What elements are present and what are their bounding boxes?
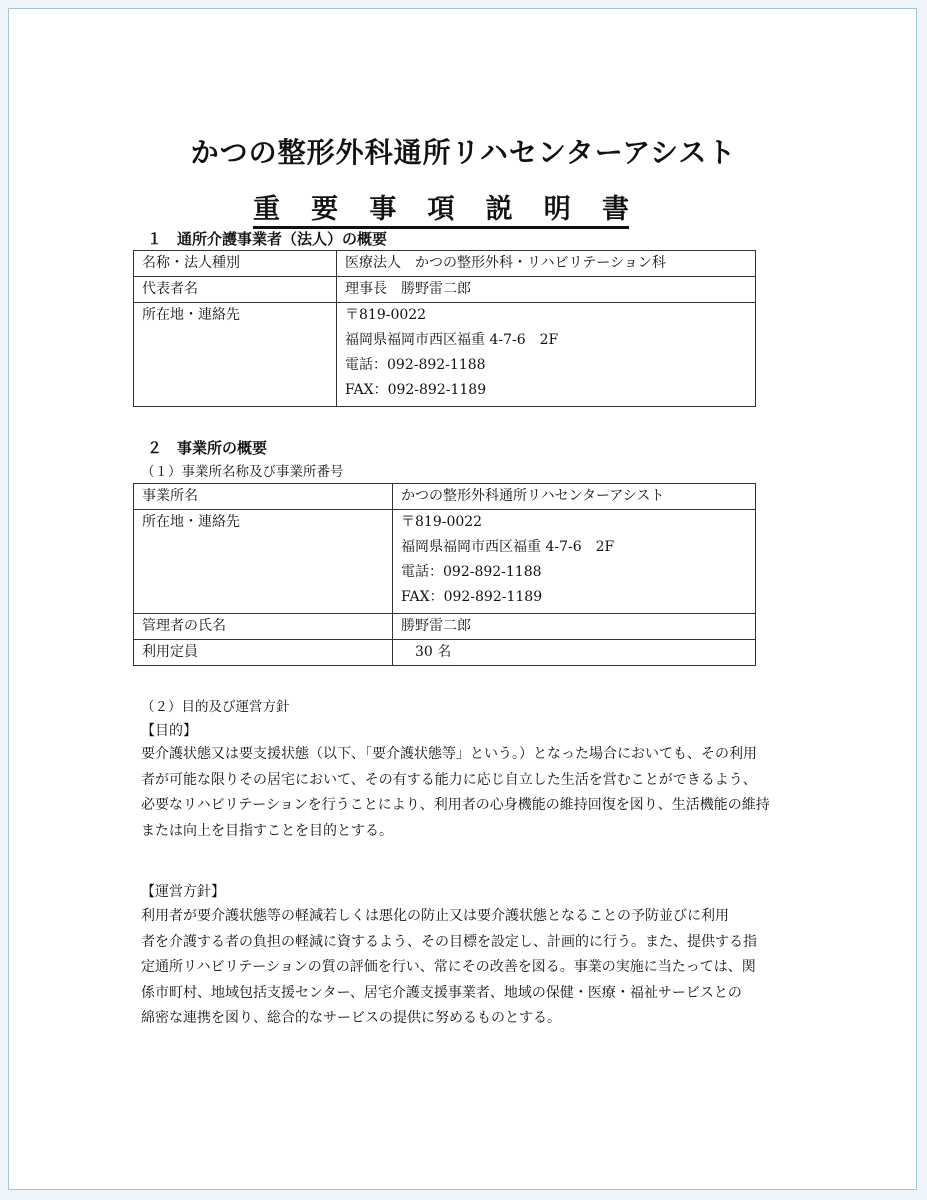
row-label: 利用定員: [134, 640, 393, 666]
row-label: 管理者の氏名: [134, 614, 393, 640]
row-label: 所在地・連絡先: [134, 510, 393, 614]
document-subtitle: [253, 187, 629, 229]
subtitle-char: 明: [543, 194, 571, 225]
purpose-label: 【目的】: [141, 723, 197, 739]
table-row: [134, 640, 756, 666]
paragraph-line: 要介護状態又は要支援状態（以下、「要介護状態等」という。）となった場合においても、その利用: [141, 746, 757, 762]
table-row: [134, 510, 756, 614]
row-label: 事業所名: [134, 484, 393, 510]
table-row: [134, 277, 756, 303]
policy-text: [141, 904, 771, 1032]
row-value: 理事長 勝野雷二郎: [337, 277, 756, 303]
section2-heading: ２ 事業所の概要: [147, 439, 268, 457]
row-value: 勝野雷二郎: [393, 614, 756, 640]
paragraph-line: 必要なリハビリテーションを行うことにより、利用者の心身機能の維持回復を図り、生活機能の維持: [141, 797, 770, 813]
section2-sub2: （２）目的及び運営方針: [141, 699, 290, 715]
subtitle-char: 重: [253, 194, 280, 225]
document-page: [8, 8, 917, 1190]
paragraph-line: 者を介護する者の負担の軽減に資するよう、その目標を設定し、計画的に行う。また、提供する指: [141, 933, 757, 950]
subtitle-char: 項: [427, 194, 455, 225]
document-title: かつの整形外科通所リハセンターアシスト: [190, 136, 737, 169]
row-value: 〒819-0022 福岡県福岡市西区福重 4-7-6 2F 電話：092-892-1188 FAX：092-892-1189: [337, 303, 756, 407]
paragraph-line: または向上を目指すことを目的とする。: [141, 822, 393, 839]
row-label: 代表者名: [134, 277, 337, 303]
subtitle-char: 要: [311, 194, 339, 225]
row-value: 医療法人 かつの整形外科・リハビリテーション科: [337, 251, 756, 277]
row-value: 30 名: [393, 640, 756, 666]
table-row: [134, 251, 756, 277]
subtitle-char: 説: [485, 194, 513, 225]
table-row: [134, 303, 756, 407]
section1-heading: １ 通所介護事業者（法人）の概要: [147, 230, 388, 248]
office-table: [133, 483, 756, 666]
paragraph-line: 者が可能な限りその居宅において、その有する能力に応じ自立した生活を営むことができるよう、: [141, 771, 757, 788]
table-row: [134, 484, 756, 510]
paragraph-line: 定通所リハビリテーションの質の評価を行い、常にその改善を図る。事業の実施に当たっては、関: [141, 959, 756, 975]
paragraph-line: 綿密な連携を図り、総合的なサービスの提供に努めるものとする。: [141, 1010, 561, 1026]
row-label: 所在地・連絡先: [134, 303, 337, 407]
row-label: 名称・法人種別: [134, 251, 337, 277]
subtitle-char: 書: [601, 194, 629, 225]
table-row: [134, 614, 756, 640]
paragraph-line: 利用者が要介護状態等の軽減若しくは悪化の防止又は要介護状態となることの予防並びに利用: [141, 908, 729, 924]
paragraph-line: 係市町村、地域包括支援センター、居宅介護支援事業者、地域の保健・医療・福祉サービスとの: [141, 984, 742, 1001]
subtitle-char: 事: [369, 194, 397, 225]
row-value: かつの整形外科通所リハセンターアシスト: [393, 484, 756, 510]
operator-table: [133, 250, 756, 407]
row-value: 〒819-0022 福岡県福岡市西区福重 4-7-6 2F 電話：092-892-1188 FAX：092-892-1189: [393, 510, 756, 614]
purpose-text: [141, 742, 771, 844]
policy-label: 【運営方針】: [141, 884, 225, 900]
section2-sub1: （１）事業所名称及び事業所番号: [141, 464, 344, 480]
